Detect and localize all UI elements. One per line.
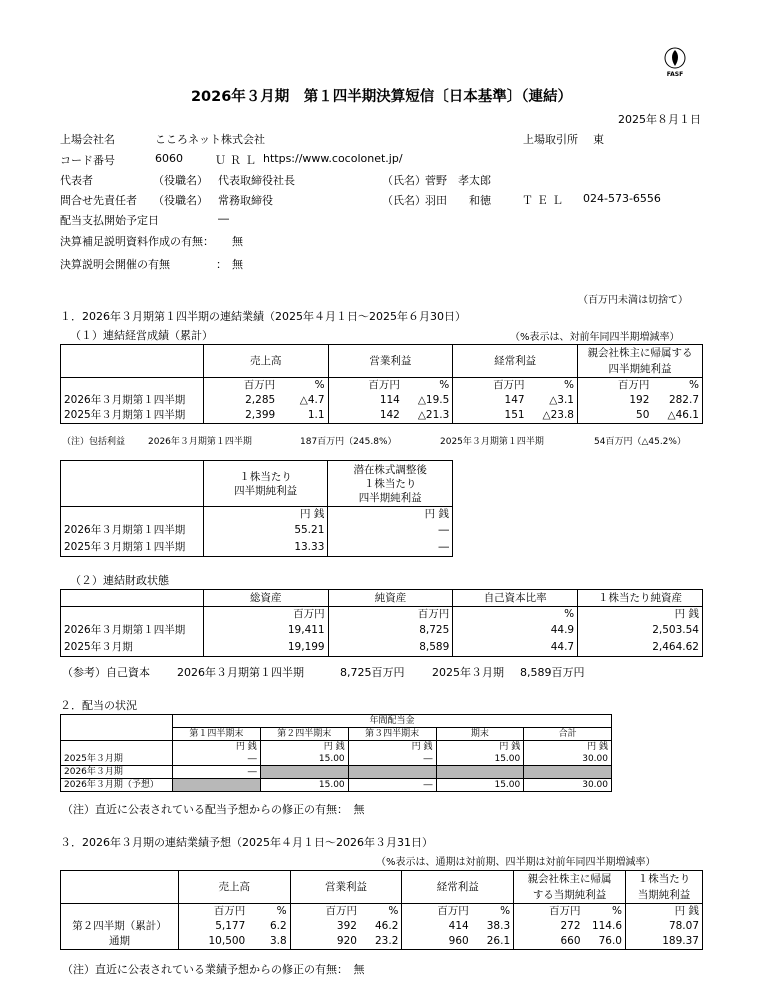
fin-header: 純資産: [328, 590, 453, 607]
results-header: 親会社株主に帰属する: [577, 345, 702, 362]
eps-header-line: 四半期純利益: [234, 484, 298, 497]
table-row: [61, 934, 703, 950]
eps-corner: [61, 461, 204, 507]
cell: ―: [328, 539, 453, 557]
section1-heading: １．2026年３月期第１四半期の連結業績（2025年４月１日～2025年６月30日）: [60, 310, 466, 323]
cell: △23.8: [528, 408, 578, 424]
cell: 2,285: [203, 393, 278, 408]
url-value[interactable]: https://www.cocolonet.jp/: [263, 152, 403, 165]
table-row: [61, 539, 453, 557]
div-header: 合計: [524, 728, 612, 741]
div-header: 第２四半期末: [260, 728, 348, 741]
unit-label: 円 銭: [203, 507, 328, 523]
unit-label: 円 銭: [436, 741, 524, 754]
cell: 44.9: [453, 622, 578, 639]
table-row: [61, 779, 612, 792]
cell: 192: [577, 393, 652, 408]
div-header: 第１四半期末: [172, 728, 260, 741]
cell: 50: [577, 408, 652, 424]
logo-text: FASF: [666, 71, 684, 78]
table-row: [61, 522, 453, 539]
unit-label: 百万円: [328, 607, 453, 623]
section3-note-top: （%表示は、通期は対前期、四半期は対前年同四半期増減率）: [376, 857, 656, 868]
unit-label: %: [248, 904, 290, 920]
unit-label: %: [360, 904, 402, 920]
report-date: 2025年８月１日: [618, 113, 701, 126]
table-row: [61, 639, 703, 657]
listed-label: 上場会社名: [60, 133, 115, 146]
contact-label: 問合せ先責任者: [60, 194, 137, 207]
unit-label-blank: [61, 507, 204, 523]
cell: 2,464.62: [578, 639, 703, 657]
cell: 2,503.54: [578, 622, 703, 639]
div-header: 第３四半期末: [348, 728, 436, 741]
financial-table: [60, 589, 703, 657]
unit-label: 百万円: [290, 904, 360, 920]
cell: 282.7: [652, 393, 702, 408]
comprehensive-note-period1: 2026年３月期第１四半期: [148, 437, 252, 447]
cell: 2,399: [203, 408, 278, 424]
cell-shaded: [436, 766, 524, 779]
ref-period2: 2025年３月期: [432, 666, 504, 679]
unit-note: （百万円未満は切捨て）: [578, 295, 688, 306]
ref-value2: 8,589百万円: [520, 666, 585, 679]
unit-label: 百万円: [402, 904, 472, 920]
table-row: [61, 408, 703, 424]
row-label: 第２四半期（累計）: [61, 919, 179, 934]
cell: 19,411: [203, 622, 328, 639]
section1-sub1: （１）連結経営成績（累計）: [70, 329, 213, 342]
unit-label: 百万円: [514, 904, 584, 920]
supplement-value: 無: [232, 235, 243, 248]
ref-period1: 2026年３月期第１四半期: [177, 666, 304, 679]
cell: 1.1: [278, 408, 328, 424]
unit-label: 百万円: [453, 378, 528, 394]
table-row: [61, 753, 612, 766]
comprehensive-note-label: （注）包括利益: [62, 437, 126, 447]
cell: 38.3: [472, 919, 514, 934]
unit-label: 百万円: [328, 378, 403, 394]
row-label: 2026年３月期第１四半期: [61, 622, 204, 639]
cell: 142: [328, 408, 403, 424]
rep-name-label: （氏名）: [382, 174, 426, 187]
table-row: [61, 622, 703, 639]
ref-label: （参考）自己資本: [62, 666, 150, 679]
section3-note: （注）直近に公表されている業績予想からの修正の有無： 無: [62, 963, 365, 976]
eps-header-line: １株当たり: [239, 470, 292, 483]
cell: 46.2: [360, 919, 402, 934]
dividend-table: [60, 714, 612, 792]
unit-label: 百万円: [577, 378, 652, 394]
unit-label-blank: [61, 741, 173, 754]
unit-label-blank: [61, 378, 204, 394]
row-label: 2025年３月期: [61, 753, 173, 766]
cell: 26.1: [472, 934, 514, 950]
results-header: 四半期純利益: [577, 361, 702, 378]
contact-role-label: （役職名）: [153, 194, 208, 207]
cell: ―: [348, 779, 436, 792]
contact-role: 常務取締役: [218, 194, 273, 207]
forecast-header: 経常利益: [402, 871, 514, 904]
section2-note: （注）直近に公表されている配当予想からの修正の有無： 無: [62, 803, 365, 816]
forecast-header: する当期純利益: [514, 887, 626, 904]
cell: 189.37: [626, 934, 703, 950]
eps-table: [60, 460, 453, 557]
briefing-value: 無: [232, 258, 243, 271]
eps-header-1: [203, 461, 328, 507]
ref-value1: 8,725百万円: [340, 666, 405, 679]
cell: 414: [402, 919, 472, 934]
cell: 19,199: [203, 639, 328, 657]
unit-label: 百万円: [203, 607, 328, 623]
unit-label: 円 銭: [578, 607, 703, 623]
tel-value: 024-573-6556: [583, 192, 661, 205]
unit-label: %: [528, 378, 578, 394]
unit-label: 百万円: [203, 378, 278, 394]
unit-label: 百万円: [178, 904, 248, 920]
fin-header: １株当たり純資産: [578, 590, 703, 607]
unit-label-blank: [61, 904, 179, 920]
cell: 44.7: [453, 639, 578, 657]
unit-label: %: [584, 904, 626, 920]
code-value: 6060: [155, 152, 183, 165]
cell: 23.2: [360, 934, 402, 950]
rep-role-label: （役職名）: [153, 174, 208, 187]
div-header: 期末: [436, 728, 524, 741]
cell-shaded: [172, 779, 260, 792]
cell: 960: [402, 934, 472, 950]
cell: △21.3: [403, 408, 453, 424]
cell: ―: [172, 766, 260, 779]
div-group-header: 年間配当金: [172, 715, 611, 728]
results-header: 経常利益: [453, 345, 578, 378]
cell: 15.00: [260, 753, 348, 766]
comprehensive-note-value1: 187百万円（245.8%）: [300, 437, 397, 447]
cell: ―: [348, 753, 436, 766]
comprehensive-note-value2: 54百万円（△45.2%）: [594, 437, 686, 447]
eps-header-line: １株当たり: [363, 477, 417, 490]
unit-label: %: [453, 607, 578, 623]
cell: 920: [290, 934, 360, 950]
forecast-header: 売上高: [178, 871, 290, 904]
supplement-label: 決算補足説明資料作成の有無：: [60, 235, 214, 248]
unit-label: %: [278, 378, 328, 394]
cell: 6.2: [248, 919, 290, 934]
cell: 30.00: [524, 753, 612, 766]
row-label: 2026年３月期第１四半期: [61, 393, 204, 408]
cell: 660: [514, 934, 584, 950]
cell: 5,177: [178, 919, 248, 934]
cell-shaded: [260, 766, 348, 779]
cell: △3.1: [528, 393, 578, 408]
dividend-start-value: ―: [218, 212, 229, 225]
cell: △46.1: [652, 408, 702, 424]
cell: 15.00: [436, 779, 524, 792]
forecast-corner: [61, 871, 179, 904]
cell: 15.00: [260, 779, 348, 792]
rep-role: 代表取締役社長: [218, 174, 295, 187]
cell: 76.0: [584, 934, 626, 950]
fin-header: 総資産: [203, 590, 328, 607]
cell: 30.00: [524, 779, 612, 792]
cell: 151: [453, 408, 528, 424]
fin-header: 自己資本比率: [453, 590, 578, 607]
results-corner: [61, 345, 204, 378]
div-corner: [61, 715, 173, 741]
cell: 10,500: [178, 934, 248, 950]
row-label: 2025年３月期: [61, 639, 204, 657]
section2-heading: ２．配当の状況: [60, 699, 137, 712]
section1-sub2: （２）連結財政状態: [70, 574, 169, 587]
cell: △19.5: [403, 393, 453, 408]
comprehensive-note-period2: 2025年３月期第１四半期: [440, 437, 544, 447]
rep-name: 菅野 孝太郎: [425, 174, 491, 187]
unit-label: 円 銭: [348, 741, 436, 754]
unit-label: 円 銭: [260, 741, 348, 754]
eps-header-2: [328, 461, 453, 507]
row-label: 2026年３月期（予想）: [61, 779, 173, 792]
cell: △4.7: [278, 393, 328, 408]
forecast-header: １株当たり: [626, 871, 703, 888]
row-label: 通期: [61, 934, 179, 950]
eps-header-line: 潜在株式調整後: [353, 463, 427, 476]
unit-label: %: [472, 904, 514, 920]
briefing-colon: ：: [216, 258, 227, 271]
cell: 392: [290, 919, 360, 934]
unit-label: %: [652, 378, 702, 394]
results-header: 営業利益: [328, 345, 453, 378]
contact-name-label: （氏名）: [382, 194, 426, 207]
unit-label-blank: [61, 607, 204, 623]
cell: 8,725: [328, 622, 453, 639]
exchange-value: 東: [593, 133, 604, 146]
exchange-label: 上場取引所: [523, 133, 578, 146]
table-row: [61, 766, 612, 779]
forecast-header: 親会社株主に帰属: [514, 871, 626, 888]
unit-label: 円 銭: [626, 904, 703, 920]
tel-label: ＴＥＬ: [522, 194, 567, 207]
fasf-logo: [660, 46, 690, 78]
unit-label: 円 銭: [524, 741, 612, 754]
results-header: 売上高: [203, 345, 328, 378]
rep-label: 代表者: [60, 174, 93, 187]
page-title: 2026年３月期 第１四半期決算短信〔日本基準〕（連結）: [190, 89, 573, 105]
briefing-label: 決算説明会開催の有無: [60, 258, 170, 271]
cell: 13.33: [203, 539, 328, 557]
fin-corner: [61, 590, 204, 607]
unit-label: %: [403, 378, 453, 394]
forecast-header: 当期純利益: [626, 887, 703, 904]
results-table: [60, 344, 703, 424]
cell: ―: [328, 522, 453, 539]
cell-shaded: [524, 766, 612, 779]
cell: 78.07: [626, 919, 703, 934]
unit-label: 円 銭: [172, 741, 260, 754]
contact-name: 羽田 和徳: [425, 194, 491, 207]
forecast-table: [60, 870, 703, 950]
url-label: ＵＲＬ: [215, 154, 260, 167]
code-label: コード番号: [60, 154, 115, 167]
cell: 147: [453, 393, 528, 408]
cell: 272: [514, 919, 584, 934]
table-row: [61, 393, 703, 408]
row-label: 2026年３月期第１四半期: [61, 522, 204, 539]
table-row: [61, 919, 703, 934]
section3-heading: ３．2026年３月期の連結業績予想（2025年４月１日～2026年３月31日）: [60, 836, 433, 849]
cell: 8,589: [328, 639, 453, 657]
eps-header-line: 四半期純利益: [358, 491, 422, 504]
unit-label: 円 銭: [328, 507, 453, 523]
cell: 114.6: [584, 919, 626, 934]
cell: ―: [172, 753, 260, 766]
cell-shaded: [348, 766, 436, 779]
row-label: 2026年３月期: [61, 766, 173, 779]
row-label: 2025年３月期第１四半期: [61, 539, 204, 557]
cell: 114: [328, 393, 403, 408]
dividend-start-label: 配当支払開始予定日: [60, 214, 159, 227]
listed-value: こころネット株式会社: [155, 133, 265, 146]
forecast-header: 営業利益: [290, 871, 402, 904]
cell: 15.00: [436, 753, 524, 766]
cell: 55.21: [203, 522, 328, 539]
cell: 3.8: [248, 934, 290, 950]
row-label: 2025年３月期第１四半期: [61, 408, 204, 424]
section1-sub1-note: （%表示は、対前年同四半期増減率）: [510, 332, 680, 343]
